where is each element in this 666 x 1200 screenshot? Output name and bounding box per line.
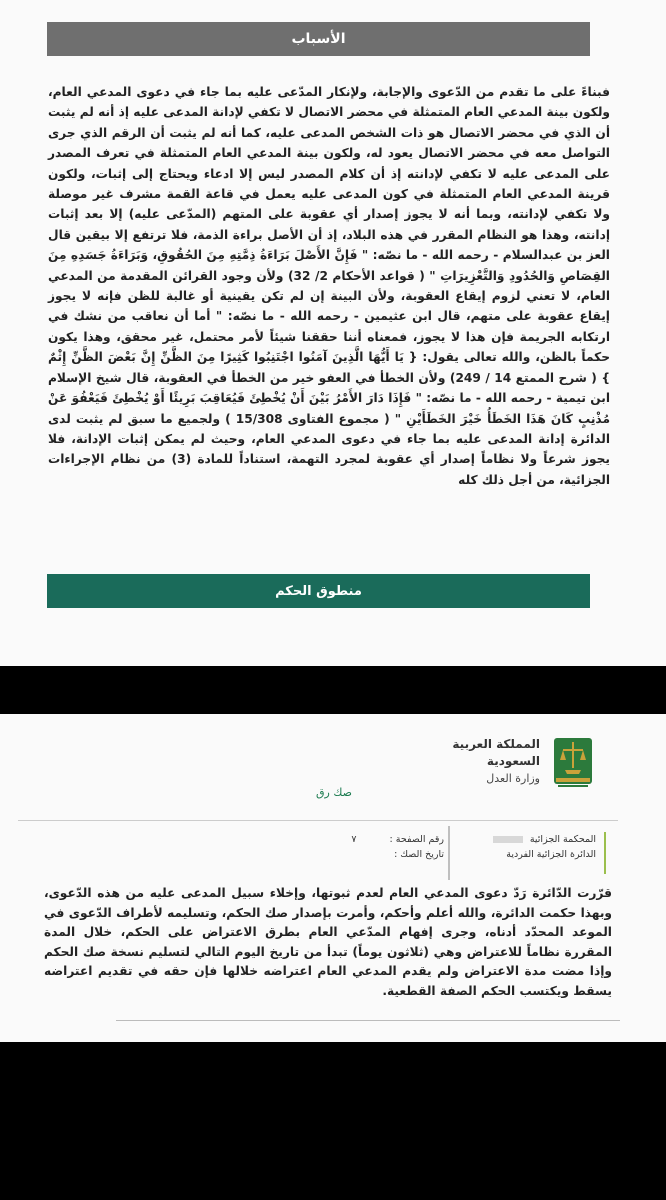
decision-divider <box>116 1020 620 1021</box>
deed-label: صك رق <box>316 786 352 799</box>
country-name: المملكة العربية السعودية <box>452 737 540 768</box>
ministry-letterhead <box>400 736 540 787</box>
decision-text: قرّرت الدّائرة رَدّ دعوى المدعي العام لعدم ثبوتها، وإخلاء سبيل المدعى عليه من هذه الدّعوى، وبهذا حكمت الدائرة، والله أعلم وأحكم، وأمرت بإصدار صك الحكم، وتسليمه لأطراف الدّعوى في الموعد المحدّد أدناه، وجرى إفهام المدّعي العام بطرق الاعتراض على الحكم، خلال المدة المقررة نظاماً للاعتراض وهي (ثلاثون يوماً) تبدأ من تاريخ اليوم التالي لتسليم نسخة صك الحكم وإذا مضت مدة الاعتراض ولم يقدم المدعي العام اعتراضه خلالها فإن حقه في تقديم اعتراضه يسقط ويكتسب الحكم الصفة القطعية. <box>44 886 612 998</box>
reasons-title: الأسباب <box>291 31 346 47</box>
reasons-text <box>48 82 610 490</box>
verdict-header <box>47 574 590 608</box>
justice-scales-emblem-icon <box>552 732 594 792</box>
circuit-name: الدائرة الجزائية الفردية <box>506 849 596 860</box>
reasons-header <box>47 22 590 56</box>
page-number-value: ٧ <box>351 834 357 845</box>
document-page-2 <box>0 714 666 1042</box>
info-divider <box>448 826 450 880</box>
header-divider <box>18 820 618 821</box>
page-number-label: رقم الصفحة : <box>389 834 444 845</box>
court-name: المحكمة الجزائية <box>529 834 596 845</box>
ministry-name: وزارة العدل <box>486 772 540 785</box>
reasons-paragraph: فبناءً على ما تقدم من الدّعوى والإجابة، ولإنكار المدّعى عليه بما جاء في دعوى المدعي العام، ولكون بينة المدعي العام المتمثلة في محضر الاتصال لا تكفي لإدانة المدعى عليه إذ أنه لم يثبت أن الذي في محضر الاتصال هو ذات الشخص المدعى عليه، كما أنه لم يثبت أن الرقم الذي جرى التواصل معه في محضر الاتصال يعود له، ولكون بينة المدعي العام المتمثلة في تعرف المصدر على المدعى عليه لا تكفي لإدانته إذ أن كلام المصدر ليس إلا ادعاء ويحتاج إلى إثبات، ولكون قرينة المدعي العام المتمثلة في كون المدعى عليه يعمل في قاعة القمة مشرف غير موصلة ولا تكفي لإدانته، وبما أنه لا يجوز إصدار أي عقوبة على المتهم (المدّعى عليه) إلا بعد إثبات إدانته، وهذا هو النظام المقرر في هذه البلاد، إذ أن الأصل براءة الذمة، فلا ترتفع إلا بيقين قال العز بن عبدالسلام - رحمه الله - ما نصّه: " فَإِنَّ الأَصْلَ بَرَاءَةُ ذِمَّتِهِ مِنَ الحُقُوقِ، وَبَرَاءَةُ جَسَدِهِ مِنَ القِصَاصِ وَالحُدُودِ وَالتَّعْزِيرَاتِ " ( قواعد الأحكام 2/ 32) ولأن وجود القرائن المقدمة من المدعي العام، لا تعني لزوم إيقاع العقوبة، ولأن البينة إن لم تكن يقينية أو غالبة للظن فإنه لا يجوز إيقاع عقوبة على متهم، قال ابن عثيمين - رحمه الله - ما نصّه: " أما أن نعاقب من نشك في ارتكابه الجريمة فإن هذا لا يجوز، فمعناه أننا حققنا شيئاً لأمر محتمل، غير محقق، وهذا يكون حكماً بالظن، والله تعالى يقول: { يَا أَيُّهَا الَّذِينَ آمَنُوا اجْتَنِبُوا كَثِيرًا مِنَ الظَّنِّ إِنَّ بَعْضَ الظَّنِّ إِثْمٌ } ( شرح الممتع 14 / 249) ولأن الخطأ في العفو خير من الخطأ في العقوبة، قال شيخ الإسلام ابن تيمية - رحمه الله - ما نصّه: " فَإِذَا دَارَ الأَمْرُ بَيْنَ أَنْ يُخْطِئَ فَيُعَاقِبَ بَرِيئًا أَوْ يُخْطِئَ فَيَعْفُوَ عَنْ مُذْنِبٍ كَانَ هَذَا الخَطَأُ خَيْرَ الخَطَأَيْنِ " ( مجموع الفتاوى 15/308 ) ولجميع ما سبق لم يثبت لدى الدائرة إدانة المدعى عليه بما جاء في دعوى المدعي العام، وحيث لم يمكن إثبات الإدانة، فلا يجوز شرعاً ولا نظاماً إصدار أي عقوبة لمجرد التهمة، استناداً للمادة (3) من نظام الإجراءات الجزائية، من أجل ذلك كله <box>48 85 611 487</box>
page-info <box>320 832 444 874</box>
court-info <box>452 832 606 874</box>
redacted-text <box>493 836 523 843</box>
deed-date-label: تاريخ الصك : <box>394 849 444 860</box>
verdict-title: منطوق الحكم <box>275 583 362 599</box>
